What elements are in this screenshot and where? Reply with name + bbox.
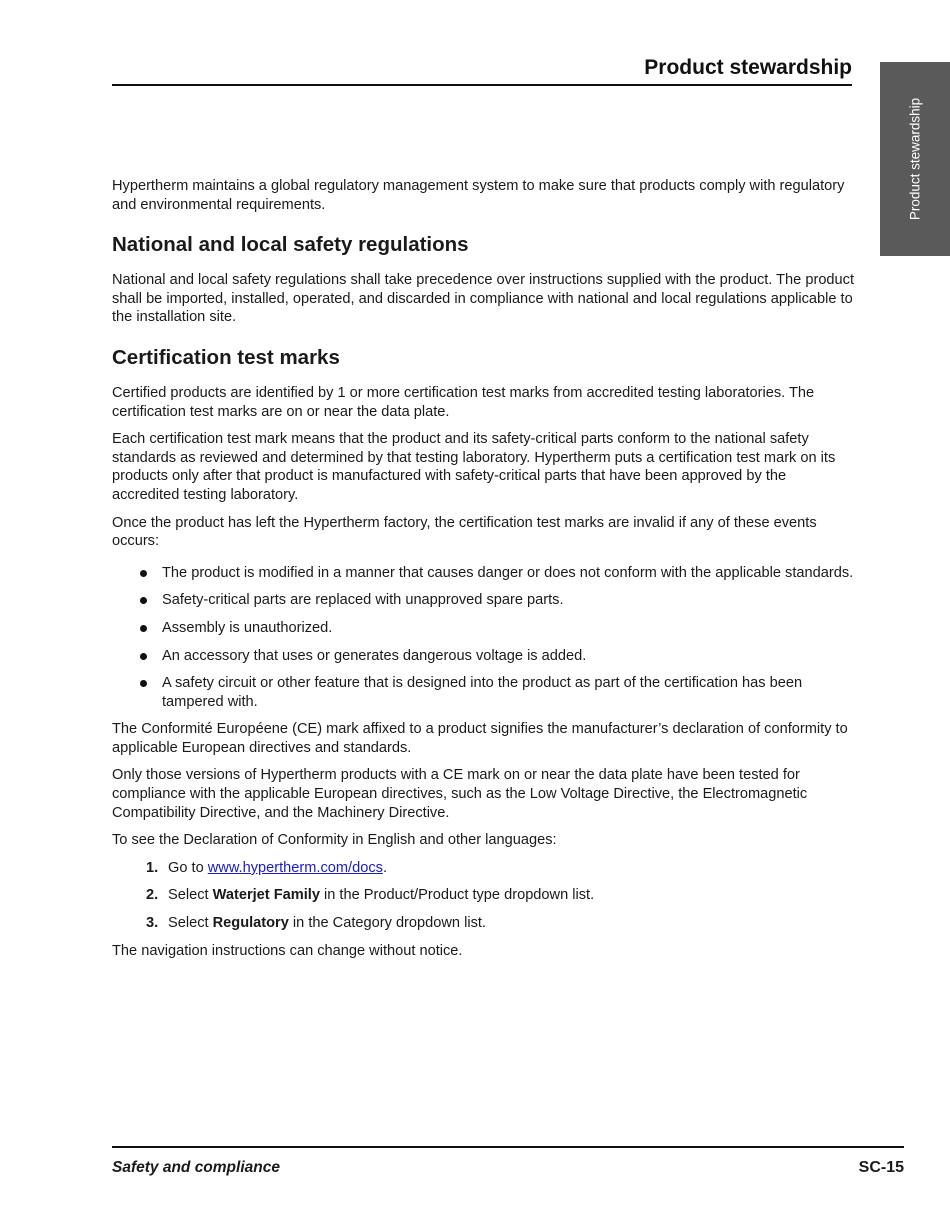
list-item-text: Assembly is unauthorized. [162,619,333,636]
safety-regulations-paragraph: National and local safety regulations shall take precedence over instructions supplied with the product. The product shall be imported, installed, operated, and discarded in compliance with national and local regulations applicable to the installation site. [112,272,855,326]
side-section-tab [880,62,950,256]
step-item-2 [112,886,854,905]
step-number: 1. [146,859,159,876]
list-item-text: Safety-critical parts are replaced with unapproved spare parts. [162,592,564,609]
footer-section-title: Safety and compliance [112,1159,280,1176]
section-heading-certification: Certification test marks [112,345,340,369]
step-text: Select [168,915,213,932]
step-number: 2. [146,887,159,904]
navigation-notice-paragraph: The navigation instructions can change without notice. [112,942,463,959]
bullet-icon [140,653,147,660]
declaration-intro-paragraph: To see the Declaration of Conformity in English and other languages: [112,832,557,849]
step-text: Select [168,887,213,904]
bullet-icon [140,570,147,577]
list-item-text: The product is modified in a manner that causes danger or does not conform with the applicable standards. [162,564,854,581]
list-item-text: An accessory that uses or generates dangerous voltage is added. [162,647,587,664]
intro-paragraph: Hypertherm maintains a global regulatory management system to make sure that products comply with regulatory and environmental requirements. [112,178,845,213]
certification-paragraph-2: Each certification test mark means that the product and its safety-critical parts conform to the national safety standards as reviewed and determined by that testing laboratory. Hypertherm puts a certification test mark on its products only after that product is manufactured with safety-critical parts that have been approved by the accredited testing laboratory. [112,431,836,503]
list-item [112,674,854,711]
invalid-events-list [112,564,854,712]
list-item [112,591,854,610]
page-number: SC-15 [858,1159,904,1176]
step-number: 3. [146,915,159,932]
step-bold-text: Waterjet Family [212,887,320,904]
list-item-text: A safety circuit or other feature that is designed into the product as part of the certification has been tampered with. [162,675,803,710]
docs-link[interactable]: www.hypertherm.com/docs [207,859,383,876]
step-text: Go to [168,859,208,876]
list-item [112,647,854,666]
page-header-title: Product stewardship [644,56,852,79]
bullet-icon [140,597,147,604]
list-item [112,619,854,638]
bullet-icon [140,680,147,687]
step-item-3 [112,914,854,933]
header-divider [112,84,852,86]
certification-paragraph-3: Once the product has left the Hypertherm factory, the certification test marks are invalid if any of these events occurs: [112,514,817,550]
declaration-steps-list [112,859,854,933]
side-tab-label: Product stewardship [907,97,923,221]
ce-versions-paragraph: Only those versions of Hypertherm products with a CE mark on or near the data plate have been tested for compliance with the applicable European directives, such as the Low Voltage Directive, the Electromagnetic Compatibility Directive, and the Machinery Directive. [112,767,808,821]
ce-mark-paragraph: The Conformité Européene (CE) mark affixed to a product signifies the manufacturer’s declaration of conformity to applicable European directives and standards. [112,721,848,756]
section-heading-safety-regulations: National and local safety regulations [112,233,469,257]
list-item [112,564,854,583]
document-body [112,177,854,969]
step-text: in the Product/Product type dropdown list. [319,887,595,904]
step-item-1 [112,859,854,878]
bullet-icon [140,625,147,632]
step-text: . [382,859,387,876]
step-text: in the Category dropdown list. [288,915,486,932]
footer-divider [112,1146,904,1148]
step-bold-text: Regulatory [212,915,289,932]
certification-paragraph-1: Certified products are identified by 1 or more certification test marks from accredited testing laboratories. The certification test marks are on or near the data plate. [112,384,815,420]
